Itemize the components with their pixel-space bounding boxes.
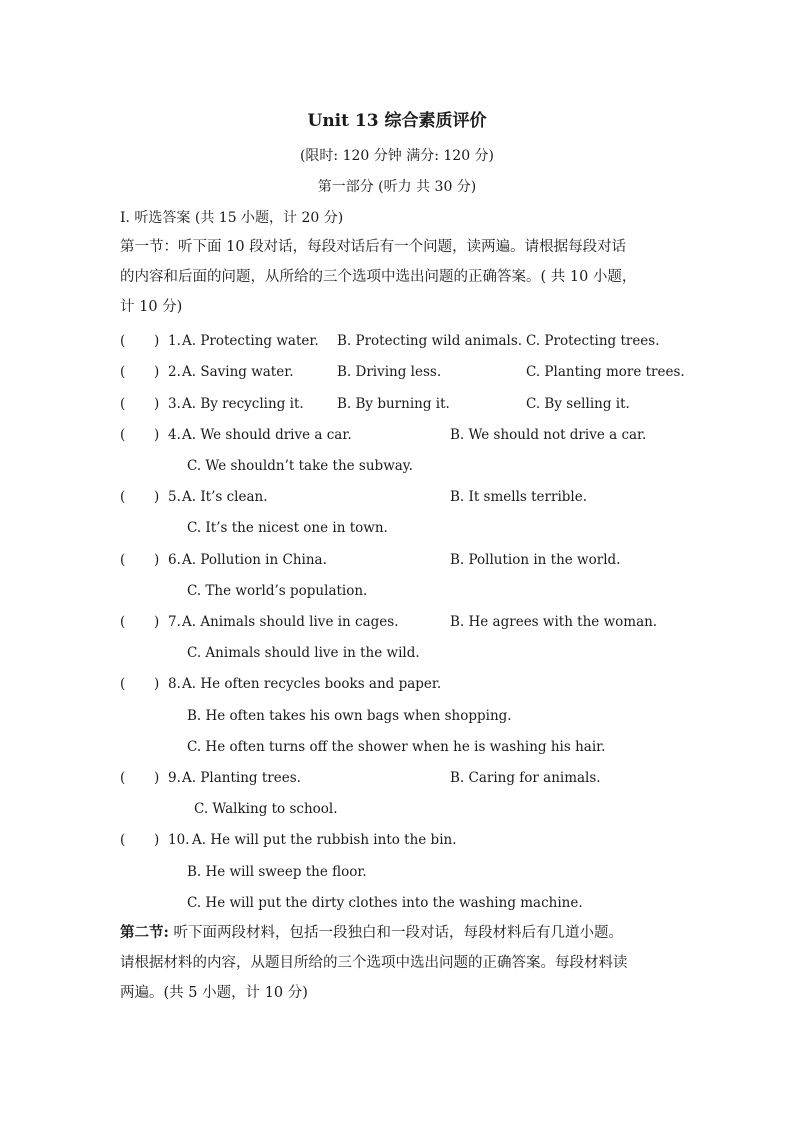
question-8-option-c-line [120,739,720,759]
option-c: C. Animals should live in the wild. [187,645,420,661]
option-c: C. The world’s population. [187,583,368,599]
question-number: 2. [168,364,181,380]
section-one-heading: I. 听选答案 (共 15 小题，计 20 分) [120,210,344,226]
time-score-limits: (限时: 120 分钟 满分: 120 分) [299,148,495,164]
instruction-line-2: 的内容和后面的问题，从所给的三个选项中选出问题的正确答案。( 共 10 小题， [120,269,637,285]
answer-blank-open: ( [120,832,126,848]
option-c: C. We shouldn’t take the subway. [187,458,413,474]
question-number: 5. [168,489,181,505]
option-c: C. He often turns off the shower when he is washing his hair. [187,739,606,755]
question-5 [120,489,720,509]
section-two-label: 第二节: [120,924,169,941]
answer-blank-open: ( [120,489,126,505]
option-b: B. Caring for animals. [450,770,601,786]
option-a: A. By recycling it. [182,396,304,412]
question-8 [120,676,720,696]
section-two-line-1 [120,918,680,948]
section-two-line-1-text: 听下面两段材料，包括一段独白和一段对话，每段材料后有几道小题。 [168,925,623,941]
answer-blank-open: ( [120,614,126,630]
section-two-line-3: 两遍。(共 5 小题，计 10 分) [120,985,308,1001]
section-one-instructions [120,232,680,322]
answer-blank-close: ) [154,676,160,692]
option-c: C. It’s the nicest one in town. [187,520,388,536]
question-2 [120,364,720,384]
instruction-line-1: 第一节：听下面 10 段对话，每段对话后有一个问题，读两遍。请根据每段对话 [120,239,627,255]
answer-blank-close: ) [154,396,160,412]
answer-blank-close: ) [154,614,160,630]
option-b: B. He will sweep the floor. [187,864,367,880]
answer-blank-open: ( [120,676,126,692]
option-a: A. It’s clean. [182,489,268,505]
question-8-option-b-line [120,708,720,728]
question-number: 4. [168,427,181,443]
option-a: A. Planting trees. [182,770,301,786]
page-title: Unit 13 综合素质评价 [307,111,487,131]
answer-blank-open: ( [120,364,126,380]
option-b: B. Pollution in the world. [450,552,621,568]
instruction-line-3: 计 10 分) [120,299,183,315]
answer-blank-open: ( [120,770,126,786]
question-6 [120,552,720,572]
question-7-continued [120,645,720,665]
question-number: 10. [168,832,190,848]
option-b: B. It smells terrible. [450,489,588,505]
question-6-continued [120,583,720,603]
option-b: B. He often takes his own bags when shopping. [187,708,512,724]
question-number: 9. [168,770,181,786]
answer-blank-close: ) [154,832,160,848]
section-two-instructions [120,918,680,1008]
question-number: 3. [168,396,181,412]
option-c: C. By selling it. [526,396,630,412]
option-a: A. Animals should live in cages. [182,614,399,630]
question-number: 6. [168,552,181,568]
answer-blank-close: ) [154,489,160,505]
question-9 [120,770,720,790]
option-a: A. We should drive a car. [182,427,352,443]
question-10 [120,832,720,852]
question-5-continued [120,520,720,540]
question-number: 7. [168,614,181,630]
question-7 [120,614,720,634]
option-c: C. Protecting trees. [526,333,660,349]
question-number: 1. [168,333,181,349]
option-a: A. Saving water. [182,364,294,380]
question-4-continued [120,458,720,478]
answer-blank-close: ) [154,552,160,568]
answer-blank-open: ( [120,427,126,443]
answer-blank-close: ) [154,427,160,443]
answer-blank-close: ) [154,364,160,380]
option-a: A. He will put the rubbish into the bin. [192,832,457,848]
option-c: C. He will put the dirty clothes into the washing machine. [187,895,583,911]
question-9-continued [120,801,720,821]
question-10-option-c-line [120,895,720,915]
option-c: C. Walking to school. [194,801,338,817]
question-3 [120,396,720,416]
answer-blank-open: ( [120,552,126,568]
answer-blank-close: ) [154,770,160,786]
question-10-option-b-line [120,864,720,884]
option-a: A. Protecting water. [182,333,319,349]
option-b: B. We should not drive a car. [450,427,647,443]
option-b: B. By burning it. [337,396,450,412]
option-b: B. Protecting wild animals. [337,333,523,349]
part-one-heading: 第一部分 (听力 共 30 分) [317,179,477,195]
option-b: B. He agrees with the woman. [450,614,658,630]
option-b: B. Driving less. [337,364,442,380]
question-4 [120,427,720,447]
answer-blank-open: ( [120,396,126,412]
question-number: 8. [168,676,181,692]
option-a: A. He often recycles books and paper. [182,676,442,692]
section-two-line-2: 请根据材料的内容，从题目所给的三个选项中选出问题的正确答案。每段材料读 [120,955,628,971]
option-c: C. Planting more trees. [526,364,685,380]
question-1 [120,333,720,353]
option-a: A. Pollution in China. [182,552,327,568]
answer-blank-open: ( [120,333,126,349]
answer-blank-close: ) [154,333,160,349]
